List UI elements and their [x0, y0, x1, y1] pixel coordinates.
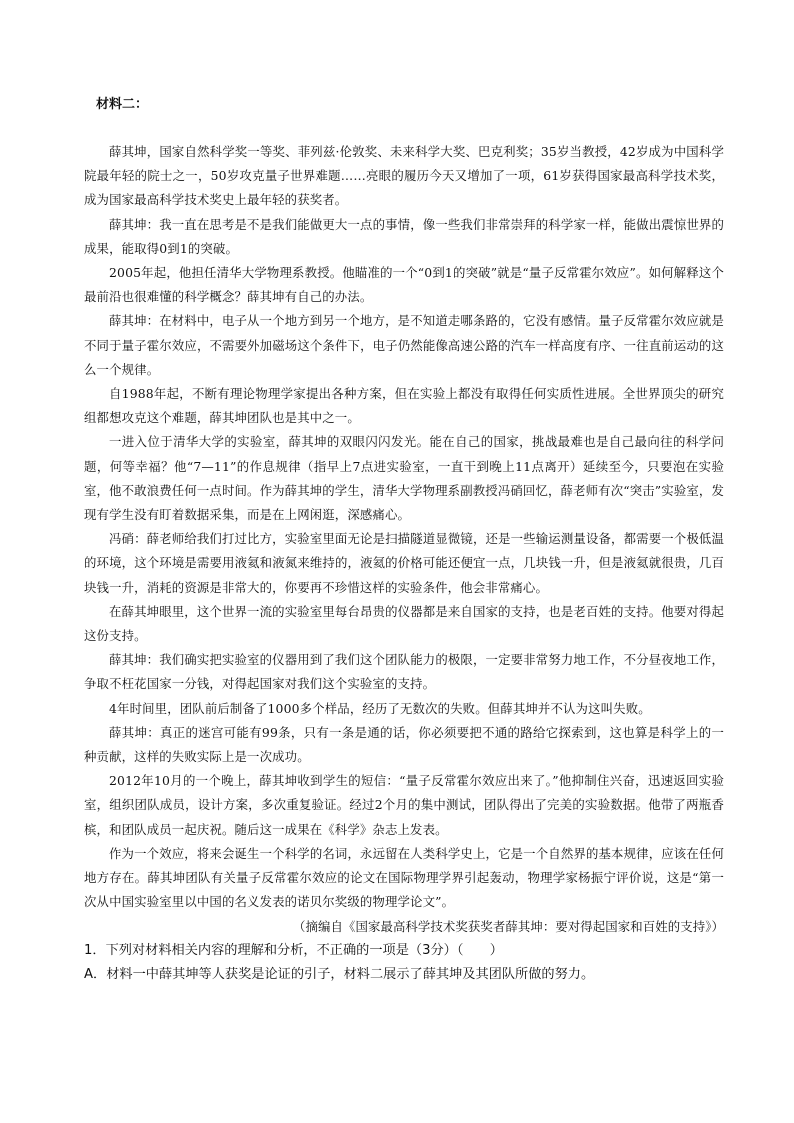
paragraph-four-years: 4年时间里，团队前后制备了1000多个样品，经历了无数次的失败。但薛其坤并不认为这叫失败。 [109, 700, 651, 716]
source-citation: （摘编自《国家最高科学技术奖获奖者薛其坤：要对得起国家和百姓的支持》） [293, 918, 724, 934]
paragraph-lab-routine: 一进入位于清华大学的实验室，薛其坤的双眼闪闪发光。能在自己的国家，挑战最难也是自己最向往的科学问题，何等幸福？他“7—11”的作息规律（指早上7点进实验室，一直干到晚上11点离开）延续至今，只要泡在实验室，他不敢浪费任何一点时间。作为薛其坤的学生，清华大学物理系副教授冯硝回忆，薛老师有次“突击”实验室，发现有学生没有盯着数据采集，而是在上网闲逛，深感痛心。 [84, 434, 724, 523]
document-body [84, 94, 724, 987]
paragraph-2012-result: 2012年10月的一个晚上，薛其坤收到学生的短信：“量子反常霍尔效应出来了。”他抑制住兴奋，迅速返回实验室，组织团队成员，设计方案，多次重复验证。经过2个月的集中测试，团队得出了完美的实验数据。他带了两瓶香槟，和团队成员一起庆祝。随后这一成果在《科学》杂志上发表。 [84, 773, 724, 837]
paragraph-awards: 薛其坤，国家自然科学奖一等奖、菲列兹·伦敦奖、未来科学大奖、巴克利奖；35岁当教授，42岁成为中国科学院最年轻的院士之一，50岁攻克量子世界难题……亮眼的履历今天又增加了一项，61岁获得国家最高科学技术奖，成为国家最高科学技术奖史上最年轻的获奖者。 [84, 144, 724, 208]
paragraph-quote-feng-xiao: 冯硝：薛老师给我们打过比方，实验室里面无论是扫描隧道显微镜，还是一些输运测量设备，都需要一个极低温的环境，这个环境是需要用液氦和液氮来维持的，液氦的价格可能还便宜一点，几块钱一升，但是液氦就很贵，几百块钱一升，消耗的资源是非常大的，你要再不珍惜这样的实验条件，他会非常痛心。 [84, 531, 724, 595]
section-heading: 材料二： [96, 97, 149, 112]
paragraph-significance: 作为一个效应，将来会诞生一个科学的名词，永远留在人类科学史上，它是一个自然界的基本规律，应该在任何地方存在。薛其坤团队有关量子反常霍尔效应的论文在国际物理学界引起轰动，物理学家杨振宁评价说，这是“第一次从中国实验室里以中国的名义发表的诺贝尔奖级的物理学论文”。 [84, 845, 724, 910]
paragraph-quote-maze: 薛其坤：真正的迷宫可能有99条，只有一条是通的话，你必须要把不通的路给它探索到，这也算是科学上的一种贡献，这样的失败实际上是一次成功。 [84, 724, 724, 765]
paragraph-quote-hard-work: 薛其坤：我们确实把实验室的仪器用到了我们这个团队能力的极限，一定要非常努力地工作，不分昼夜地工作，争取不枉花国家一分钱，对得起国家对我们这个实验室的支持。 [84, 652, 724, 692]
question-1: 1．下列对材料相关内容的理解和分析，不正确的一项是（3分）（ ） [84, 942, 503, 958]
option-a: A．材料一中薛其坤等人获奖是论证的引子，材料二展示了薛其坤及其团队所做的努力。 [84, 966, 595, 982]
paragraph-2005-professor: 2005年起，他担任清华大学物理系教授。他瞄准的一个“0到1的突破”就是“量子反常霍尔效应”。如何解释这个最前沿也很难懂的科学概念？薛其坤有自己的办法。 [84, 265, 724, 305]
paragraph-quote-breakthrough: 薛其坤：我一直在思考是不是我们能做更大一点的事情，像一些我们非常崇拜的科学家一样，能做出震惊世界的成果，能取得0到1的突破。 [84, 216, 724, 256]
paragraph-1988-theory: 自1988年起，不断有理论物理学家提出各种方案，但在实验上都没有取得任何实质性进展。全世界顶尖的研究组都想攻克这个难题，薛其坤团队也是其中之一。 [84, 386, 724, 426]
paragraph-state-support: 在薛其坤眼里，这个世界一流的实验室里每台昂贵的仪器都是来自国家的支持，也是老百姓的支持。他要对得起这份支持。 [84, 603, 724, 644]
paragraph-quote-electrons: 薛其坤：在材料中，电子从一个地方到另一个地方，是不知道走哪条路的，它没有感情。量子反常霍尔效应就是不同于量子霍尔效应，不需要外加磁场这个条件下，电子仍然能像高速公路的汽车一样高度有序、一往直前运动的这么一个规律。 [84, 313, 724, 377]
